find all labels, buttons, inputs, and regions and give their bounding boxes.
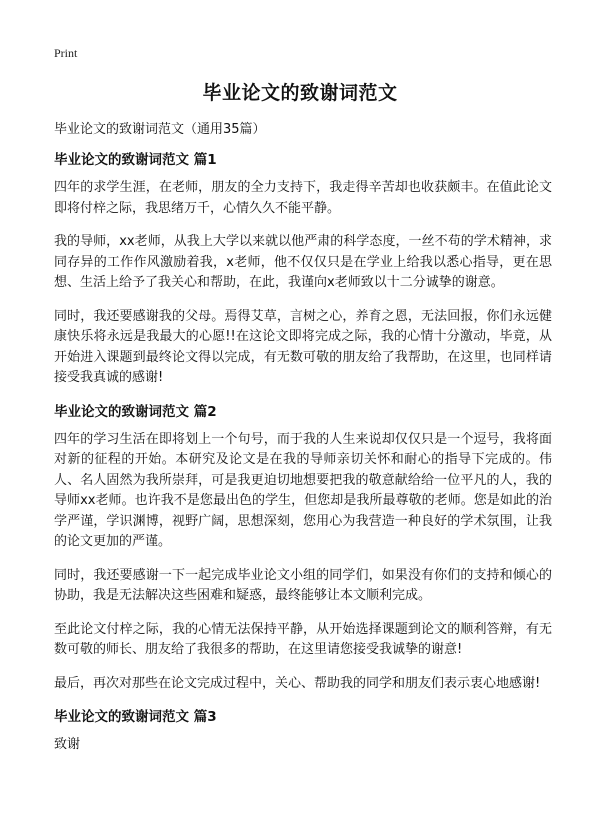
paragraph: 同时，我还要感谢我的父母。焉得艾草，言树之心，养育之恩，无法回报，你们永远健康快乐将永远是我最大的心愿!!在这论文即将完成之际，我的心情十分激动，毕竟，从开始进入课题到最终论文得以完成，有无数可敬的朋友给了我帮助，在这里，也同样请接受我真诚的感谢! <box>54 308 552 385</box>
section-1 <box>54 150 552 389</box>
document-subtitle: 毕业论文的致谢词范文（通用35篇） <box>54 122 266 137</box>
section-2 <box>54 402 552 695</box>
paragraph: 致谢 <box>54 737 81 752</box>
paragraph: 四年的学习生活在即将划上一个句号，而于我的人生来说却仅仅只是一个逗号，我将面对新的征程的开始。本研究及论文是在我的导师亲切关怀和耐心的指导下完成的。伟人、名人固然为我所崇拜，可是我更迫切地想要把我的敬意献给给一位平凡的人，我的导师xx老师。也许我不是您最出色的学生，但您却是我所最尊敬的老师。您是如此的治学严谨，学识渊博，视野广阔，思想深刻，您用心为我营造一种良好的学术氛围，让我的论文更加的严谨。 <box>54 431 552 549</box>
document-body <box>54 120 552 756</box>
paragraph: 同时，我还要感谢一下一起完成毕业论文小组的同学们，如果没有你们的支持和倾心的协助，我是无法解决这些困难和疑惑，最终能够让本文顺利完成。 <box>54 567 552 603</box>
section-heading: 毕业论文的致谢词范文 篇2 <box>54 403 217 420</box>
paragraph: 我的导师，xx老师，从我上大学以来就以他严肃的科学态度，一丝不苟的学术精神，求同存异的工作作风激励着我，x老师，他不仅仅只是在学业上给我以悉心指导，更在思想、生活上给予了我关心和帮助，在此，我谨向x老师致以十二分诚挚的谢意。 <box>54 234 552 290</box>
print-label: Print <box>54 46 78 60</box>
paragraph: 最后，再次对那些在论文完成过程中，关心、帮助我的同学和朋友们表示衷心地感谢! <box>54 675 541 691</box>
page-title: 毕业论文的致谢词范文 <box>202 82 398 104</box>
section-3 <box>54 707 552 756</box>
section-heading: 毕业论文的致谢词范文 篇1 <box>54 152 217 168</box>
paragraph: 四年的求学生涯，在老师，朋友的全力支持下，我走得辛苦却也收获颇丰。在值此论文即将付梓之际，我思绪万千，心情久久不能平静。 <box>54 180 552 216</box>
section-heading: 毕业论文的致谢词范文 篇3 <box>54 709 217 725</box>
paragraph: 至此论文付梓之际，我的心情无法保持平静，从开始选择课题到论文的顺利答辩，有无数可敬的师长、朋友给了我很多的帮助，在这里请您接受我诚挚的谢意! <box>54 621 552 657</box>
